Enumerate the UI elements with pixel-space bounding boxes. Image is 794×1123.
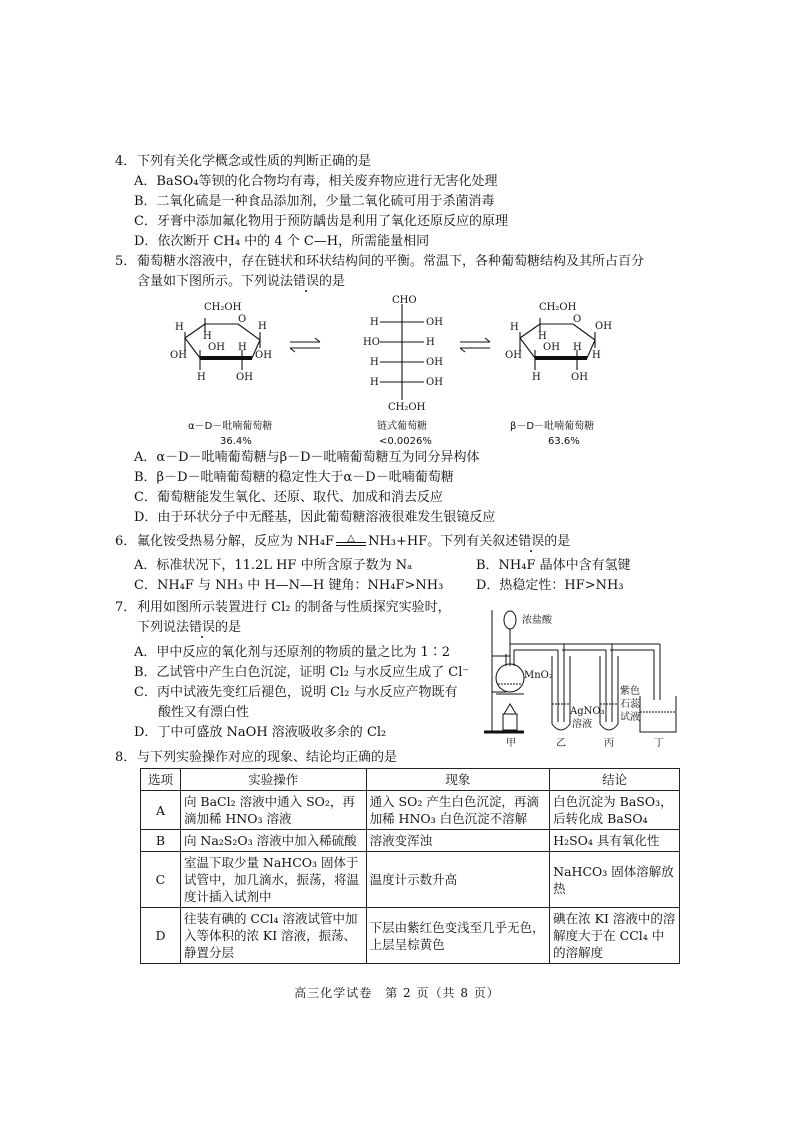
alpha-ring-o: O bbox=[238, 314, 247, 325]
q4-stem: 下列有关化学概念或性质的判断正确的是 bbox=[137, 154, 372, 169]
beta-oh-bottom: OH bbox=[571, 372, 588, 383]
q7-stem-text: 下列说法 bbox=[137, 620, 190, 635]
chain-cho: CHO bbox=[392, 295, 417, 306]
chain-h-4: H bbox=[370, 377, 379, 388]
q5-stem-text: 含量如下图所示。下列说法 bbox=[137, 274, 294, 289]
chlorine-apparatus-figure bbox=[484, 604, 684, 752]
q6-heat-arrow bbox=[334, 532, 368, 551]
beta-ch2oh: CH₂OH bbox=[539, 302, 577, 313]
q5-option-a: A．α－D－吡喃葡萄糖与β－D－吡喃葡萄糖互为同分异构体 bbox=[134, 450, 480, 465]
alpha-ho-left: OH bbox=[170, 350, 187, 361]
chain-oh-4: OH bbox=[426, 377, 443, 388]
row-b-conclusion: H₂SO₄ 具有氧化性 bbox=[550, 830, 680, 852]
row-b-phenomenon: 溶液变浑浊 bbox=[366, 830, 550, 852]
beta-percent: 63.6% bbox=[548, 436, 580, 447]
q7-option-a: A．甲中反应的氧化剂与还原剂的物质的量之比为 1∶2 bbox=[134, 645, 451, 660]
row-d-phenomenon: 下层由紫红色变浅至几乎无色，上层呈棕黄色 bbox=[366, 908, 550, 964]
q8-number: 8． bbox=[115, 750, 137, 765]
alpha-name: α－D－吡喃葡萄糖 bbox=[188, 421, 273, 432]
q5-option-d: D．由于环状分子中无醛基，因此葡萄糖溶液很难发生银镜反应 bbox=[134, 510, 496, 525]
q6-option-c: C．NH₄F 与 NH₃ 中 H—N—H 键角：NH₄F>NH₃ bbox=[134, 578, 444, 593]
beta-ring-o: O bbox=[573, 314, 582, 325]
alpha-percent: 36.4% bbox=[220, 436, 252, 447]
alpha-ch2oh: CH₂OH bbox=[204, 302, 242, 313]
alpha-oh-c4: OH bbox=[208, 342, 225, 353]
beta-h-c1: H bbox=[592, 350, 601, 361]
q7-stem-line1: 利用如图所示装置进行 Cl₂ 的制备与性质探究实验时， bbox=[137, 600, 451, 615]
row-d-conclusion: 碘在浓 KI 溶液中的溶解度大于在 CCl₄ 中的溶解度 bbox=[550, 908, 680, 964]
row-a-operation: 向 BaCl₂ 溶液中通入 SO₂，再滴加稀 HNO₃ 溶液 bbox=[180, 791, 366, 830]
q5-stem-line1: 葡萄糖水溶液中，存在链状和环状结构间的平衡。常温下，各种葡萄糖结构及其所占百分 bbox=[137, 254, 645, 269]
q5-option-c: C．葡萄糖能发生氧化、还原、取代、加成和消去反应 bbox=[134, 490, 443, 505]
alpha-oh-bottom: OH bbox=[236, 372, 253, 383]
q7-option-d: D．丁中可盛放 NaOH 溶液吸收多余的 Cl₂ bbox=[134, 725, 387, 740]
q4-option-d: D．依次断开 CH₄ 中的 4 个 C—H，所需能量相同 bbox=[134, 234, 430, 249]
heat-symbol: △ bbox=[347, 533, 355, 544]
arrow-line-bottom bbox=[336, 545, 366, 546]
alpha-h-c5: H bbox=[203, 331, 212, 342]
q7-stem-end: 的是 bbox=[215, 620, 242, 635]
q4-option-c: C．牙膏中添加氟化物用于预防龋齿是利用了氧化还原反应的原理 bbox=[134, 214, 508, 229]
row-a-conclusion: 白色沉淀为 BaSO₃，后转化成 BaSO₄ bbox=[550, 791, 680, 830]
alpha-h-bottom: H bbox=[197, 372, 206, 383]
q7-number: 7． bbox=[115, 600, 137, 615]
q4-number: 4． bbox=[115, 154, 137, 169]
beta-oh-top: OH bbox=[595, 321, 612, 332]
q4-option-b: B．二氧化硫是一种食品添加剂，少量二氧化硫可用于杀菌消毒 bbox=[134, 194, 495, 209]
chain-oh-1: OH bbox=[426, 317, 443, 328]
q6-stem-b: NH₃+HF。下列有关叙述 bbox=[368, 534, 519, 549]
q6-stem-a: 氟化铵受热易分解，反应为 NH₄F bbox=[137, 534, 335, 549]
litmus-label-2: 石蕊 bbox=[620, 699, 640, 710]
q7-stem-line2 bbox=[137, 618, 241, 637]
jia-label: 甲 bbox=[506, 738, 516, 749]
bing-label: 丙 bbox=[604, 738, 614, 749]
q6-option-a: A．标准状况下，11.2L HF 中所含原子数为 Nₐ bbox=[134, 558, 413, 573]
beta-oh-c4: OH bbox=[543, 342, 560, 353]
q7-option-c: C．丙中试液先变红后褪色，说明 Cl₂ 与水反应产物既有 bbox=[134, 685, 458, 700]
ding-label: 丁 bbox=[654, 738, 664, 749]
chain-ch2oh: CH₂OH bbox=[388, 402, 426, 413]
chain-ho-2: HO bbox=[363, 337, 380, 348]
page-footer: 高三化学试卷 第 2 页（共 8 页） bbox=[294, 986, 500, 1000]
chain-percent: <0.0026% bbox=[379, 436, 432, 447]
q7-option-b: B．乙试管中产生白色沉淀，证明 Cl₂ 与水反应生成了 Cl⁻ bbox=[134, 665, 470, 680]
header-option: 选项 bbox=[141, 769, 181, 791]
q6-option-d: D．热稳定性：HF>NH₃ bbox=[476, 578, 624, 593]
header-operation: 实验操作 bbox=[180, 769, 366, 791]
alpha-h-top: H bbox=[258, 321, 267, 332]
chain-h-2: H bbox=[426, 337, 435, 348]
beta-h-c2: H bbox=[573, 342, 582, 353]
chain-h-1: H bbox=[370, 317, 379, 328]
row-d-option: D bbox=[141, 908, 181, 964]
mno2-label: MnO₂ bbox=[524, 670, 553, 681]
q6-stem bbox=[137, 532, 570, 551]
chain-h-3: H bbox=[370, 357, 379, 368]
alpha-oh-c1: OH bbox=[255, 350, 272, 361]
row-d-operation: 往装有碘的 CCl₄ 溶液试管中加入等体积的浓 KI 溶液，振荡、静置分层 bbox=[180, 908, 366, 964]
row-a-option: A bbox=[141, 791, 181, 830]
beta-ho-left: OH bbox=[505, 350, 522, 361]
agno3-solution-label: 溶液 bbox=[572, 719, 592, 730]
q5-option-b: B．β－D－吡喃葡萄糖的稳定性大于α－D－吡喃葡萄糖 bbox=[134, 470, 454, 485]
q6-option-b: B．NH₄F 晶体中含有氢键 bbox=[476, 558, 631, 573]
arrow-line-top bbox=[336, 542, 366, 543]
hcl-label: 浓盐酸 bbox=[522, 615, 552, 626]
chain-oh-3: OH bbox=[426, 357, 443, 368]
beta-h-c5: H bbox=[538, 331, 547, 342]
table-row bbox=[141, 908, 680, 964]
q4-option-a: A．BaSO₄等钡的化合物均有毒，相关废弃物应进行无害化处理 bbox=[134, 174, 498, 189]
experiment-table bbox=[140, 768, 680, 964]
q6-number: 6． bbox=[115, 534, 137, 549]
beta-h-bottom: H bbox=[532, 372, 541, 383]
table-header-row bbox=[141, 769, 680, 791]
row-c-phenomenon: 温度计示数升高 bbox=[366, 852, 550, 908]
table-row bbox=[141, 830, 680, 852]
litmus-label-1: 紫色 bbox=[620, 686, 640, 697]
q5-stem-end: 的是 bbox=[319, 274, 346, 289]
row-b-operation: 向 Na₂S₂O₃ 溶液中加入稀硫酸 bbox=[180, 830, 366, 852]
alpha-h-c2: H bbox=[238, 342, 247, 353]
row-c-conclusion: NaHCO₃ 固体溶解放热 bbox=[550, 852, 680, 908]
row-a-phenomenon: 通入 SO₂ 产生白色沉淀，再滴加稀 HNO₃ 白色沉淀不溶解 bbox=[366, 791, 550, 830]
q7-emphasis: 错误 bbox=[189, 620, 216, 635]
q7-option-c-cont: 酸性又有漂白性 bbox=[158, 705, 250, 720]
row-b-option: B bbox=[141, 830, 181, 852]
q5-number: 5． bbox=[115, 254, 137, 269]
table-row bbox=[141, 852, 680, 908]
row-c-operation: 室温下取少量 NaHCO₃ 固体于试管中，加几滴水，振荡，将温度计插入试剂中 bbox=[180, 852, 366, 908]
agno3-label: AgNO₃ bbox=[570, 706, 605, 717]
q6-emphasis: 错误 bbox=[518, 534, 545, 549]
alpha-h-left: H bbox=[175, 322, 184, 333]
yi-label: 乙 bbox=[556, 738, 566, 749]
litmus-label-3: 试液 bbox=[620, 712, 640, 723]
header-phenomenon: 现象 bbox=[366, 769, 550, 791]
beta-name: β－D－吡喃葡萄糖 bbox=[510, 421, 595, 432]
glucose-structures-figure bbox=[170, 292, 650, 452]
table-row bbox=[141, 791, 680, 830]
chain-name: 链式葡萄糖 bbox=[377, 421, 427, 432]
q8-stem: 与下列实验操作对应的现象、结论均正确的是 bbox=[137, 750, 398, 765]
q5-emphasis: 错误 bbox=[293, 274, 320, 289]
beta-h-left: H bbox=[510, 322, 519, 333]
q5-stem-line2 bbox=[137, 272, 345, 291]
header-conclusion: 结论 bbox=[550, 769, 680, 791]
q6-stem-d: 的是 bbox=[544, 534, 571, 549]
row-c-option: C bbox=[141, 852, 181, 908]
